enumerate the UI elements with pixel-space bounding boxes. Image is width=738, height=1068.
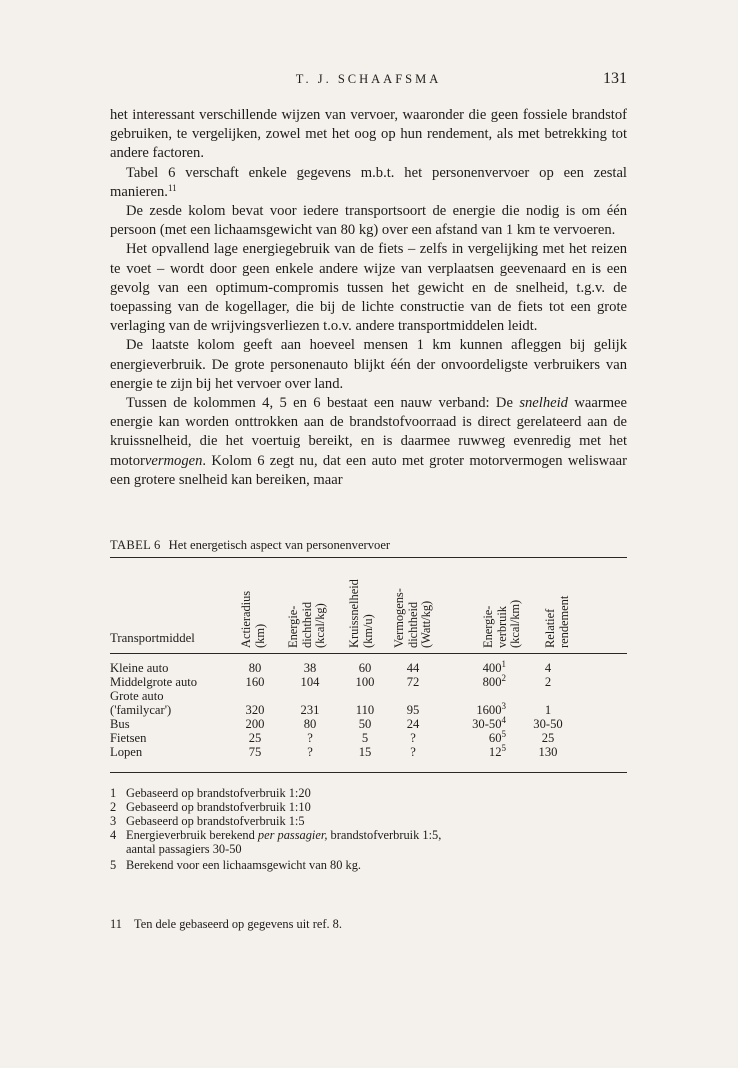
cell-rendement: 4 bbox=[544, 661, 552, 675]
cell-kruissnelheid: 100 bbox=[355, 675, 375, 689]
footnote-text bbox=[126, 828, 441, 842]
table-header-rule bbox=[110, 653, 627, 654]
column-header-kruissnelheid bbox=[348, 579, 375, 648]
table-bottom-rule bbox=[110, 772, 627, 773]
column-header-actieradius bbox=[240, 591, 267, 648]
cell-actieradius: 160 bbox=[245, 675, 265, 689]
header-line: (kcal/km) bbox=[508, 599, 522, 648]
cell-rendement: 130 bbox=[538, 745, 558, 759]
header-line: dichtheid bbox=[405, 601, 420, 648]
table-row bbox=[110, 689, 627, 703]
cell-value: 1600 bbox=[476, 703, 502, 717]
page-number: 131 bbox=[603, 70, 627, 87]
cell-actieradius: 320 bbox=[245, 703, 265, 717]
cell-actieradius: 200 bbox=[245, 717, 265, 731]
header-line: (kcal/kg) bbox=[313, 603, 327, 648]
cell-rendement: 25 bbox=[541, 731, 555, 745]
footnote-ref: 1 bbox=[501, 659, 506, 669]
table-row bbox=[110, 717, 627, 731]
header-line: Kruissnelheid bbox=[347, 579, 361, 648]
footnote-ref: 5 bbox=[501, 743, 506, 753]
cell-energieverbruik bbox=[462, 745, 506, 759]
cell-value: 30-50 bbox=[472, 717, 502, 731]
cell-value: 60 bbox=[488, 731, 502, 745]
cell-rendement: 2 bbox=[544, 675, 552, 689]
paragraph-text: . Kolom 6 zegt nu, dat een auto met groter motorvermogen weliswaar een grotere snelheid kan bereiken, maar bbox=[110, 452, 627, 488]
emphasis: vermogen bbox=[144, 452, 203, 469]
table-top-rule bbox=[110, 557, 627, 558]
cell-energiedichtheid: 38 bbox=[303, 661, 317, 675]
cell-energieverbruik bbox=[462, 661, 506, 675]
cell-energieverbruik bbox=[462, 675, 506, 689]
cell-energiedichtheid: ? bbox=[307, 745, 313, 759]
header-line: Relatief bbox=[543, 608, 557, 648]
header-line: (km) bbox=[252, 623, 267, 648]
row-label: ('familycar') bbox=[110, 703, 172, 717]
row-label: Middelgrote auto bbox=[110, 675, 198, 689]
cell-vermogensdichtheid: ? bbox=[410, 745, 416, 759]
cell-kruissnelheid: 110 bbox=[355, 703, 375, 717]
body-text bbox=[110, 106, 627, 490]
footnote-ref: 3 bbox=[501, 701, 506, 711]
running-header bbox=[110, 70, 627, 94]
table-row bbox=[110, 675, 627, 689]
cell-value: 400 bbox=[482, 661, 502, 675]
footnote-text: aantal passagiers 30-50 bbox=[126, 842, 242, 856]
header-line: Actieradius bbox=[239, 590, 253, 648]
footnote-number: 2 bbox=[110, 800, 117, 814]
footnote-ref: 11 bbox=[167, 182, 177, 193]
cell-energiedichtheid: 104 bbox=[300, 675, 320, 689]
table-label: TABEL 6 bbox=[110, 538, 161, 552]
cell-energiedichtheid: ? bbox=[307, 731, 313, 745]
paragraph-text: Tussen de kolommen 4, 5 en 6 bestaat een nauw verband: De bbox=[126, 395, 520, 412]
header-line: dichtheid bbox=[299, 601, 314, 648]
cell-kruissnelheid: 50 bbox=[358, 717, 372, 731]
table-row bbox=[110, 745, 627, 759]
paragraph-text: Tabel 6 verschaft enkele gegevens m.b.t. het personenvervoer op een zestal manieren. bbox=[110, 164, 627, 200]
cell-value: 12 bbox=[488, 745, 502, 759]
table-row bbox=[110, 661, 627, 675]
paragraph bbox=[110, 394, 627, 490]
column-header-vermogensdichtheid bbox=[393, 588, 434, 648]
paragraph: Het opvallend lage energiegebruik van de fiets – zelfs in vergelijking met het reizen te voet – wordt door geen enkele andere wijze van verplaatsen geevenaard en is een gevolg van een optimum-compromis tussen het gewicht en de snelheid, t.g.v. de toepassing van de kogellager, die bij de lichte constructie van de fiets tot een grote verlaging van de wrijvingsverliezen t.o.v. andere transportmiddelen leidt. bbox=[110, 241, 627, 335]
cell-rendement: 1 bbox=[544, 703, 552, 717]
cell-kruissnelheid: 60 bbox=[358, 661, 372, 675]
footnote-text: Ten dele gebaseerd op gegevens uit ref. 8. bbox=[134, 917, 342, 931]
footnote-text: Gebaseerd op brandstofverbruik 1:10 bbox=[126, 800, 311, 814]
table-row bbox=[110, 703, 627, 717]
footnote-number: 5 bbox=[110, 858, 117, 872]
row-label: Kleine auto bbox=[110, 661, 169, 675]
running-header-author: T. J. SCHAAFSMA bbox=[295, 72, 442, 86]
footnote-ref: 5 bbox=[501, 729, 506, 739]
cell-value: 800 bbox=[482, 675, 502, 689]
footnote-text-part: brandstofverbruik 1:5, bbox=[327, 828, 442, 842]
paragraph: De zesde kolom bevat voor iedere transportsoort de energie die nodig is om één persoon (met een lichaamsgewicht van 80 kg) over een afstand van 1 km te vervoeren. bbox=[110, 203, 627, 239]
table-title: Het energetisch aspect van personenvervoer bbox=[168, 538, 391, 552]
header-line: Energie- bbox=[481, 605, 495, 648]
paragraph: De laatste kolom geeft aan hoeveel mensen 1 km kunnen afleggen bij gelijk energieverbruik. De grote personenauto blijkt één der onvoordeligste verbruikers van energie te zijn bij het vervoer over land. bbox=[110, 337, 627, 392]
emphasis: snelheid bbox=[519, 395, 568, 412]
cell-vermogensdichtheid: 95 bbox=[406, 703, 420, 717]
footnote-ref: 2 bbox=[501, 673, 506, 683]
column-header-relatief-rendement bbox=[544, 596, 571, 648]
row-label: Grote auto bbox=[110, 689, 164, 703]
footnote-ref: 4 bbox=[501, 715, 506, 725]
header-line: Vermogens- bbox=[392, 588, 406, 648]
cell-kruissnelheid: 15 bbox=[358, 745, 372, 759]
table-caption bbox=[110, 538, 627, 553]
cell-energieverbruik bbox=[462, 731, 506, 745]
paragraph: het interessant verschillende wijzen van vervoer, waaronder die geen fossiele brandstof gebruiken, te vergelijken, zowel met het oog op hun rendement, als met betrekking tot andere factoren. bbox=[110, 107, 627, 162]
header-line: (Watt/kg) bbox=[419, 600, 433, 648]
cell-energieverbruik bbox=[462, 717, 506, 731]
cell-vermogensdichtheid: ? bbox=[410, 731, 416, 745]
cell-actieradius: 25 bbox=[248, 731, 262, 745]
footnote-text: Gebaseerd op brandstofverbruik 1:5 bbox=[126, 814, 305, 828]
paragraph-text: waarmee energie kan worden onttrokken aan de brandstofvoorraad is direct gerelateerd aan de kruissnelheid, die het voertuig bereikt, en is daarmee ruwweg evenredig met het motor bbox=[110, 395, 628, 469]
row-label: Fietsen bbox=[110, 731, 147, 745]
paragraph bbox=[110, 164, 627, 202]
cell-vermogensdichtheid: 72 bbox=[406, 675, 420, 689]
footnote-number: 4 bbox=[110, 828, 117, 842]
footnote-number: 1 bbox=[110, 786, 117, 800]
cell-energieverbruik bbox=[462, 703, 506, 717]
cell-energiedichtheid: 231 bbox=[300, 703, 320, 717]
column-header-transportmiddel: Transportmiddel bbox=[110, 631, 195, 645]
header-line: verbruik bbox=[494, 606, 509, 648]
row-label: Lopen bbox=[110, 745, 143, 759]
column-header-energiedichtheid bbox=[287, 602, 328, 648]
cell-vermogensdichtheid: 44 bbox=[406, 661, 420, 675]
footnote-number: 3 bbox=[110, 814, 117, 828]
footnote-text-part: Energieverbruik berekend bbox=[126, 828, 258, 842]
cell-rendement: 30-50 bbox=[533, 717, 563, 731]
footnote-text: Berekend voor een lichaamsgewicht van 80 kg. bbox=[126, 858, 361, 872]
cell-actieradius: 75 bbox=[248, 745, 262, 759]
header-line: Energie- bbox=[286, 605, 300, 648]
footnote-text: Gebaseerd op brandstofverbruik 1:20 bbox=[126, 786, 311, 800]
cell-energiedichtheid: 80 bbox=[303, 717, 317, 731]
footnote-number: 11 bbox=[110, 917, 122, 931]
column-header-energieverbruik bbox=[482, 600, 523, 648]
row-label: Bus bbox=[110, 717, 130, 731]
header-line: rendement bbox=[556, 595, 571, 648]
cell-kruissnelheid: 5 bbox=[361, 731, 369, 745]
emphasis: per passagier, bbox=[257, 828, 328, 842]
cell-vermogensdichtheid: 24 bbox=[406, 717, 420, 731]
header-line: (km/u) bbox=[360, 614, 375, 648]
cell-actieradius: 80 bbox=[248, 661, 262, 675]
table-row bbox=[110, 731, 627, 745]
